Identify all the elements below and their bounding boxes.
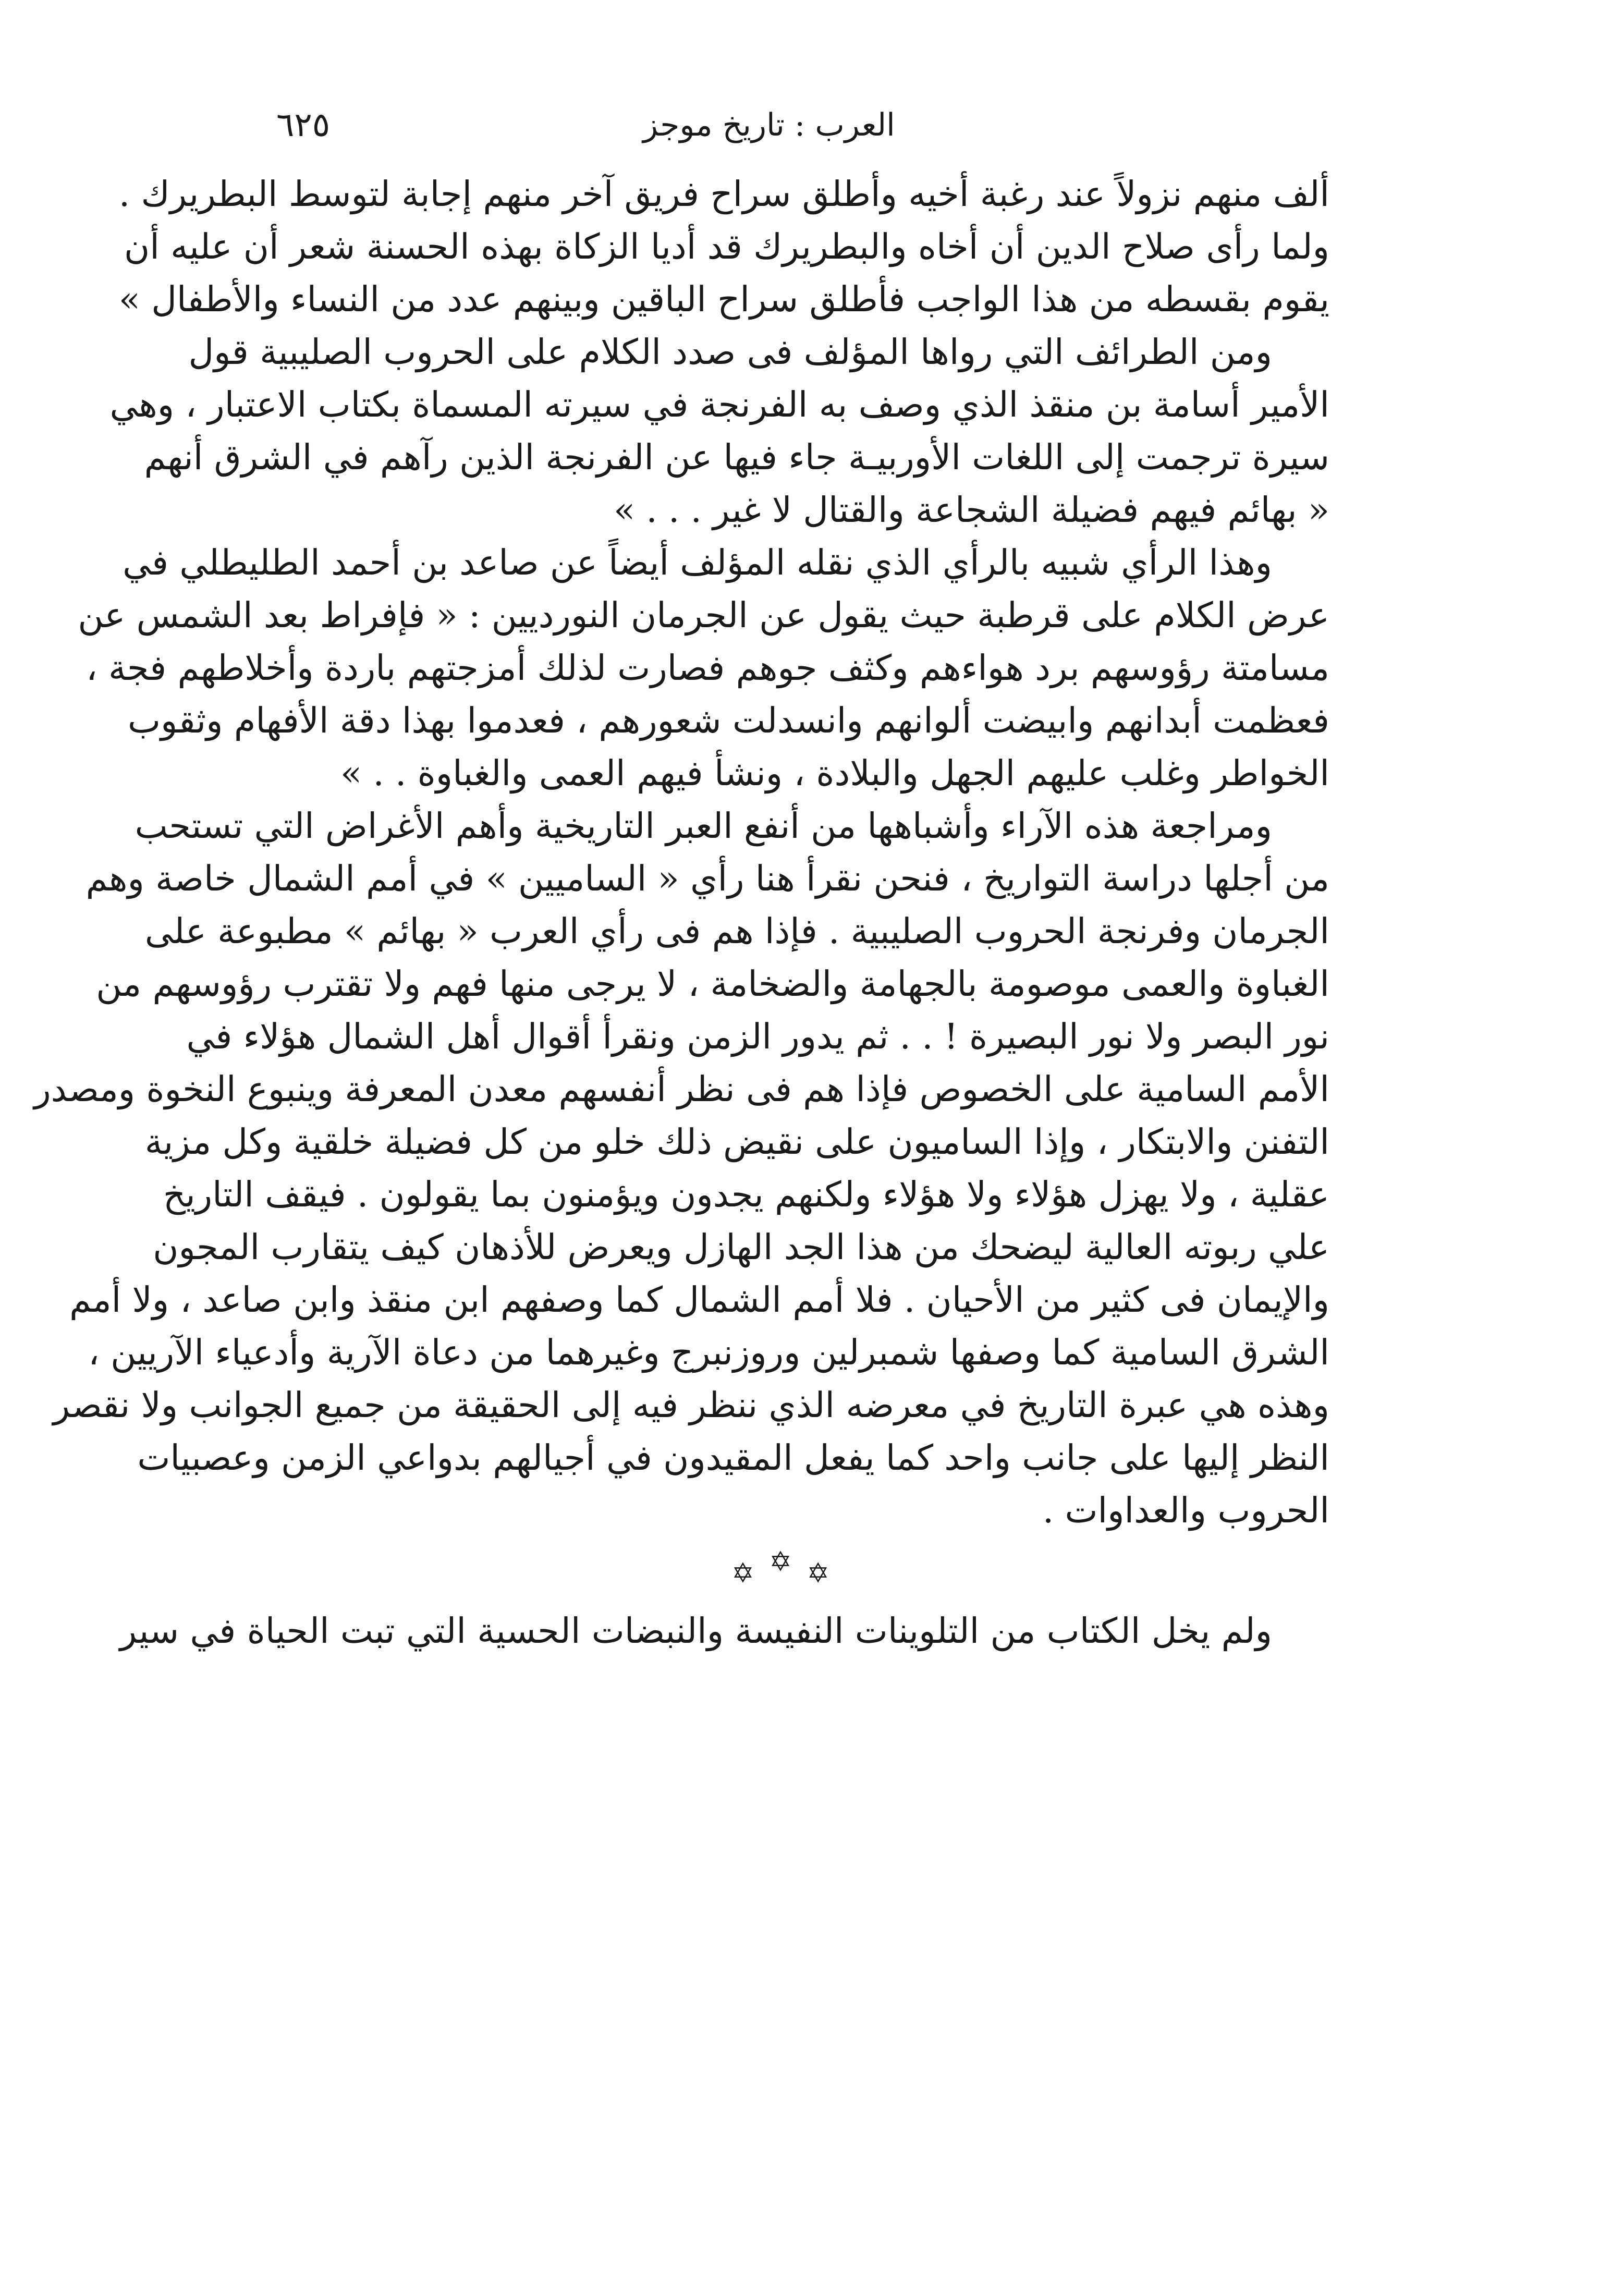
page-number: ٦٢٥ bbox=[276, 106, 331, 144]
text-line: سيرة ترجمت إلى اللغات الأوربيـة جاء فيها عن الفرنجة الذين رآهم في الشرق أنهم bbox=[144, 437, 1329, 478]
text-line: وهذا الرأي شبيه بالرأي الذي نقله المؤلف أيضاً عن صاعد بن أحمد الطليطلي في bbox=[123, 542, 1272, 583]
text-line: الأمير أسامة بن منقذ الذي وصف به الفرنجة في سيرته المسماة بكتاب الاعتبار ، وهي bbox=[109, 384, 1329, 425]
running-title: العرب : تاريخ موجز bbox=[643, 107, 895, 143]
text-line: علي ربوته العالية ليضحك من هذا الجد الهازل ويعرض للأذهان كيف يتقارب المجون bbox=[153, 1227, 1329, 1267]
text-line: الحروب والعداوات . bbox=[1042, 1490, 1329, 1531]
text-line: مسامتة رؤوسهم برد هواءهم وكثف جوهم فصارت لذلك أمزجتهم باردة وأخلاطهم فجة ، bbox=[86, 648, 1329, 688]
text-line: « بهائم فيهم فضيلة الشجاعة والقتال لا غير . . . » bbox=[614, 490, 1329, 530]
star-ornament-icon: ✡ bbox=[807, 1558, 833, 1589]
text-line: وهذه هي عبرة التاريخ في معرضه الذي ننظر فيه إلى الحقيقة من جميع الجوانب ولا نقصر bbox=[53, 1385, 1329, 1425]
text-line: الجرمان وفرنجة الحروب الصليبية . فإذا هم فى رأي العرب « بهائم » مطبوعة على bbox=[144, 911, 1329, 951]
text-line: عقلية ، ولا يهزل هؤلاء ولا هؤلاء ولكنهم يجدون ويؤمنون بما يقولون . فيقف التاريخ bbox=[163, 1174, 1329, 1215]
text-line: ومن الطرائف التي رواها المؤلف فى صدد الكلام على الحروب الصليبية قول bbox=[188, 332, 1272, 372]
text-line: عرض الكلام على قرطبة حيث يقول عن الجرمان النورديين : « فإفراط بعد الشمس عن bbox=[78, 595, 1329, 636]
text-line: ولما رأى صلاح الدين أن أخاه والبطريرك قد أديا الزكاة بهذه الحسنة شعر أن عليه أن bbox=[124, 226, 1329, 267]
text-line: ومراجعة هذه الآراء وأشباهها من أنفع العبر التاريخية وأهم الأغراض التي تستحب bbox=[135, 806, 1272, 846]
text-line: نور البصر ولا نور البصيرة ! . . ثم يدور الزمن ونقرأ أقوال أهل الشمال هؤلاء في bbox=[186, 1016, 1329, 1057]
text-line: ولم يخل الكتاب من التلوينات النفيسة والنبضات الحسية التي تبت الحياة في سير bbox=[119, 1610, 1272, 1651]
text-line: من أجلها دراسة التواريخ ، فنحن نقرأ هنا رأي « الساميين » في أمم الشمال خاصة وهم bbox=[86, 858, 1329, 899]
section-separator bbox=[235, 1537, 1329, 1605]
text-line: يقوم بقسطه من هذا الواجب فأطلق سراح الباقين وبينهم عدد من النساء والأطفال » bbox=[118, 279, 1329, 320]
star-ornament-icon: ✡ bbox=[769, 1546, 795, 1578]
star-ornament-icon: ✡ bbox=[731, 1558, 758, 1589]
body-text bbox=[34, 168, 1329, 1657]
text-line: الغباوة والعمى موصومة بالجهامة والضخامة ، لا يرجى منها فهم ولا تقترب رؤوسهم من bbox=[96, 963, 1329, 1004]
text-line: والإيمان فى كثير من الأحيان . فلا أمم الشمال كما وصفهم ابن منقذ وابن صاعد ، ولا أمم bbox=[69, 1279, 1329, 1320]
running-head bbox=[235, 99, 1303, 156]
text-line: النظر إليها على جانب واحد كما يفعل المقيدون في أجيالهم بدواعي الزمن وعصبيات bbox=[137, 1437, 1329, 1478]
text-line: التفنن والابتكار ، وإذا الساميون على نقيض ذلك خلو من كل فضيلة خلقية وكل مزية bbox=[144, 1121, 1329, 1162]
text-line: ألف منهم نزولاً عند رغبة أخيه وأطلق سراح فريق آخر منهم إجابة لتوسط البطريرك . bbox=[118, 174, 1329, 214]
text-line: الخواطر وغلب عليهم الجهل والبلادة ، ونشأ فيهم العمى والغباوة . . » bbox=[340, 753, 1329, 794]
text-line: الشرق السامية كما وصفها شمبرلين وروزنبرج وغيرهما من دعاة الآرية وأدعياء الآريين ، bbox=[88, 1332, 1329, 1373]
text-line: فعظمت أبدانهم وابيضت ألوانهم وانسدلت شعورهم ، فعدموا بهذا دقة الأفهام وثقوب bbox=[127, 700, 1329, 741]
text-line: الأمم السامية على الخصوص فإذا هم فى نظر أنفسهم معدن المعرفة وينبوع النخوة ومصدر bbox=[34, 1069, 1329, 1109]
paragraph-lines bbox=[34, 168, 1329, 1537]
